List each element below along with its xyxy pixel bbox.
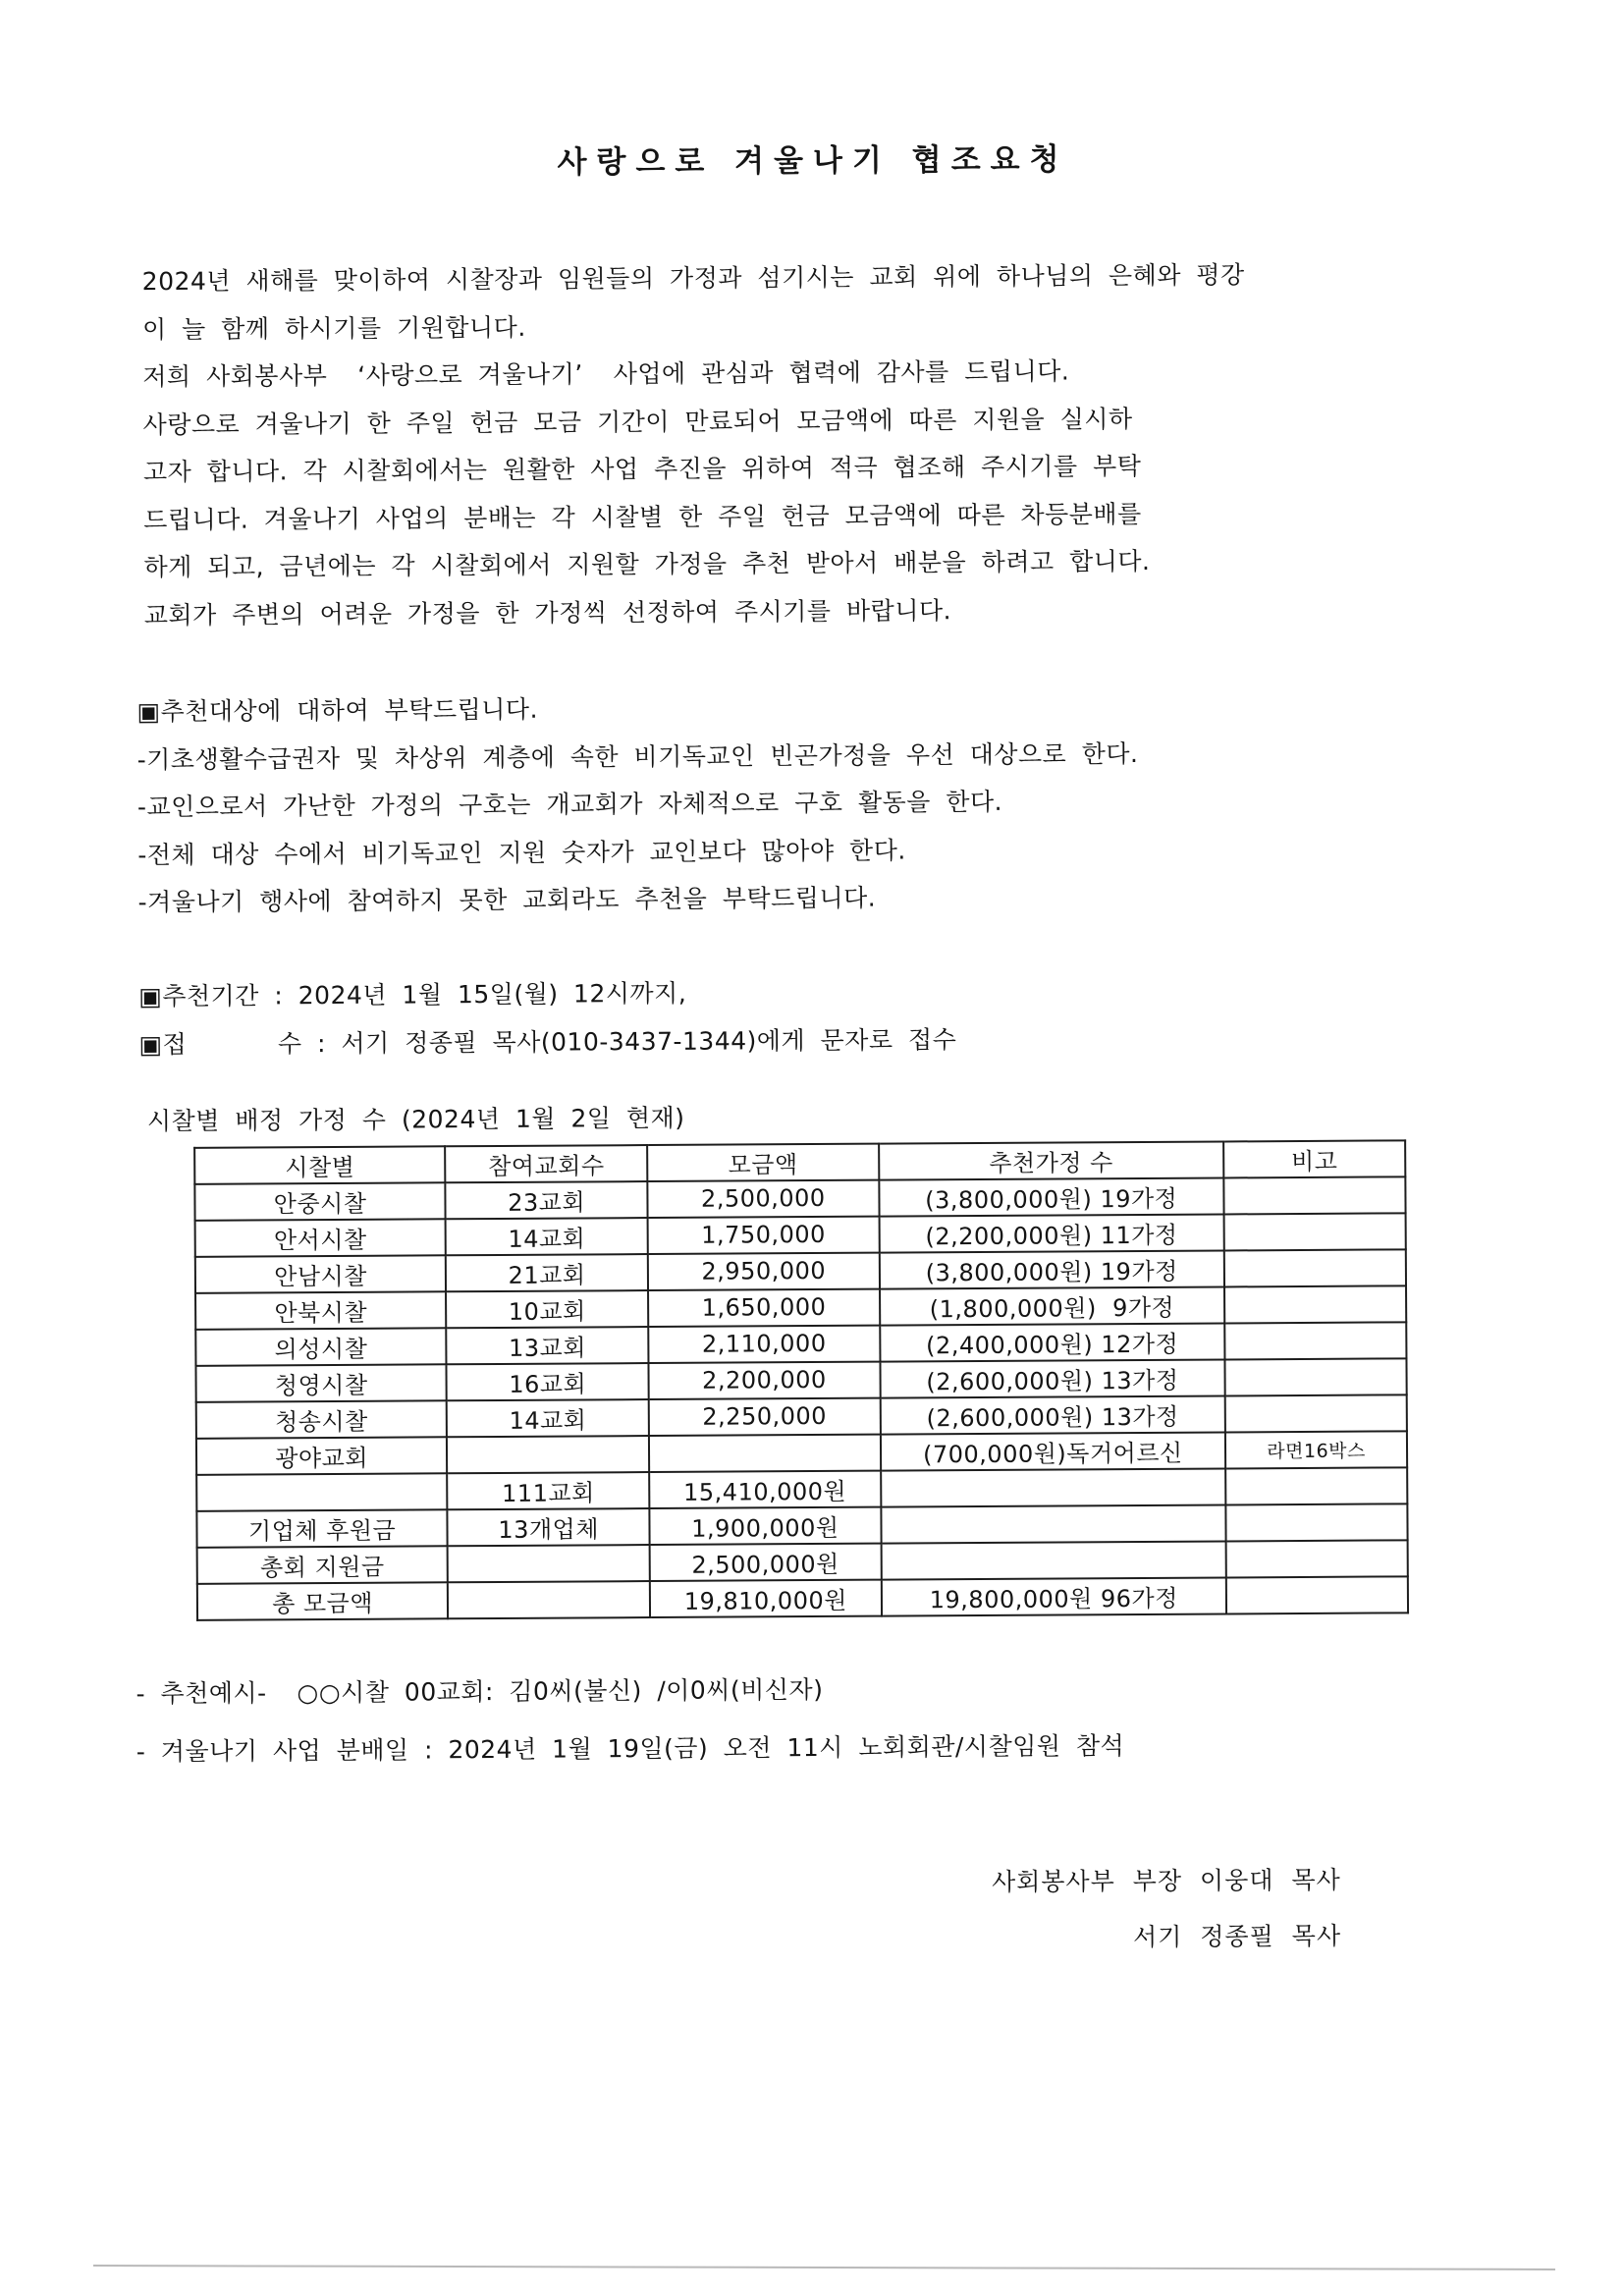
table-cell: 2,950,000 [648,1252,880,1289]
table-cell [1223,1176,1405,1214]
body-text-line: 이 늘 함께 하시기를 기원합니다. [141,312,526,344]
table-cell [196,1473,447,1511]
table-cell: 안중시찰 [194,1182,445,1221]
table-cell: 16교회 [447,1363,649,1400]
table-cell [1226,1540,1408,1577]
intro-paragraphs [142,250,1500,639]
table-cell: (3,800,000원) 19가정 [879,1250,1224,1288]
body-text-line: 사랑으로 겨울나기 한 주일 헌금 모금 기간이 만료되어 모금액에 따른 지원을 실시하 [142,404,1133,439]
table-cell [1224,1358,1406,1395]
table-cell: 1,650,000 [648,1288,880,1326]
signature-line-director: 사회봉사부 부장 이웅대 목사 [991,1865,1341,1896]
table-cell [881,1504,1226,1543]
table-cell: 안남시찰 [195,1255,446,1293]
table-caption: 시찰별 배정 가정 수 (2024년 1월 2일 현재) [146,1103,685,1135]
table-cell: 10교회 [446,1290,648,1328]
table-cell: 13교회 [446,1327,648,1364]
document-title: 사랑으로 겨울나기 협조요청 [557,141,1069,181]
table-cell [1225,1503,1407,1541]
table-cell: (1,800,000원) 9가정 [880,1286,1225,1325]
recommend-period-line: ▣추천기간 : 2024년 1월 15일(월) 12시까지, [138,978,687,1011]
table-cell: 청영시찰 [195,1364,446,1402]
table-cell: 총회 지원금 [197,1546,448,1584]
table-cell: (2,200,000원) 11가정 [879,1214,1224,1252]
table-cell: (2,400,000원) 12가정 [880,1323,1225,1361]
table-cell [1224,1249,1406,1286]
body-text-line: 2024년 새해를 맞이하여 시찰장과 임원들의 가정과 섬기시는 교회 위에 하나님의 은혜와 평강 [141,260,1245,297]
table-cell [1224,1322,1406,1359]
table-cell [1226,1576,1408,1613]
table-cell: 광야교회 [196,1437,447,1475]
table-cell [447,1436,649,1473]
period-and-reception [138,963,1503,1067]
table-cell [1225,1394,1407,1432]
footer-note-line: - 추천예시- ○○시찰 00교회: 김0씨(불신) /이0씨(비신자) [135,1674,824,1708]
footer-note-line: - 겨울나기 사업 분배일 : 2024년 1월 19일(금) 오전 11시 노회회관/시찰임원 참석 [135,1730,1125,1766]
col-header-amount: 모금액 [647,1143,879,1180]
table-cell: 2,500,000 [647,1179,879,1217]
col-header-district: 시찰별 [194,1146,445,1184]
table-cell: 2,110,000 [648,1325,880,1362]
table-cell [1224,1213,1406,1250]
table-cell: 1,900,000원 [650,1506,882,1544]
col-header-families: 추천가정 수 [879,1141,1224,1179]
recommend-target-heading: ▣추천대상에 대하여 부탁드립니다. [136,694,539,727]
signature-line-secretary: 서기 정종필 목사 [1133,1921,1342,1951]
recommend-target-section [136,681,1501,927]
table-cell [1225,1467,1407,1504]
signature-block [12,1851,1342,1971]
recommend-target-item: -기초생활수급권자 및 차상위 계층에 속한 비기독교인 빈곤가정을 우선 대상으로 한다. [136,738,1139,774]
col-header-churches: 참여교회수 [445,1145,647,1182]
table-row [197,1576,1408,1620]
recommend-target-item: -교인으로서 가난한 가정의 구호는 개교회가 자체적으로 구호 활동을 한다. [136,787,1003,822]
table-cell: 23교회 [446,1181,648,1219]
body-text-line: 고자 합니다. 각 시찰회에서는 원활한 사업 추진을 위하여 적극 협조해 주시기를 부탁 [142,451,1142,487]
table-cell [1224,1285,1406,1323]
allocation-table-body [194,1176,1408,1620]
body-text-line: 저희 사회봉사부 ‘사랑으로 겨울나기’ 사업에 관심과 협력에 감사를 드립니다. [142,356,1070,392]
body-text-line: 교회가 주변의 어려운 가정을 한 가정씩 선정하여 주시기를 바랍니다. [143,595,952,629]
scan-artifact-line [93,2265,1555,2270]
table-cell [448,1545,650,1582]
table-cell: 청송시찰 [196,1400,447,1439]
table-cell: 안서시찰 [195,1219,446,1257]
table-cell: (3,800,000원) 19가정 [879,1177,1224,1216]
table-cell: 의성시찰 [195,1328,446,1366]
reception-line: ▣접 수 : 서기 정종필 목사(010-3437-1344)에게 문자로 접수 [138,1024,957,1059]
table-cell: 19,800,000원 96가정 [881,1577,1226,1615]
recommend-target-item: -겨울나기 행사에 참여하지 못한 교회라도 추천을 부탁드립니다. [137,883,877,917]
table-cell: 14교회 [446,1218,648,1255]
table-cell [881,1468,1226,1506]
table-cell: 111교회 [447,1472,649,1509]
table-cell: 21교회 [446,1254,648,1291]
table-cell: 13개업체 [448,1508,650,1546]
footer-notes [135,1656,1507,1780]
table-cell: 2,200,000 [649,1361,881,1398]
body-text-line: 드립니다. 겨울나기 사업의 분배는 각 시찰별 한 주일 헌금 모금액에 따른 차등분배를 [143,499,1142,534]
table-cell [881,1541,1226,1579]
table-cell: 기업체 후원금 [196,1509,447,1548]
table-cell [448,1581,650,1618]
table-cell: 1,750,000 [648,1216,880,1253]
table-cell: (2,600,000원) 13가정 [880,1359,1225,1397]
table-cell: 안북시찰 [195,1291,446,1330]
table-cell: 2,250,000 [649,1397,881,1435]
table-cell: (2,600,000원) 13가정 [880,1395,1225,1434]
table-cell: 총 모금액 [197,1582,448,1620]
allocation-table [193,1139,1409,1621]
table-cell: (700,000원)독거어르신 [881,1432,1226,1470]
table-cell: 19,810,000원 [650,1579,882,1616]
recommend-target-list [137,728,1502,926]
table-cell: 15,410,000원 [649,1470,881,1507]
body-text-line: 하게 되고, 금년에는 각 시찰회에서 지원할 가정을 추천 받아서 배분을 하려고 합니다. [143,546,1151,582]
col-header-remarks: 비고 [1223,1140,1405,1177]
table-cell [649,1434,881,1471]
table-cell: 라면16박스 [1225,1431,1407,1468]
table-cell: 2,500,000원 [650,1543,882,1580]
table-cell: 14교회 [447,1399,649,1437]
recommend-target-item: -전체 대상 수에서 비기독교인 지원 숫자가 교인보다 많아야 한다. [137,835,906,869]
